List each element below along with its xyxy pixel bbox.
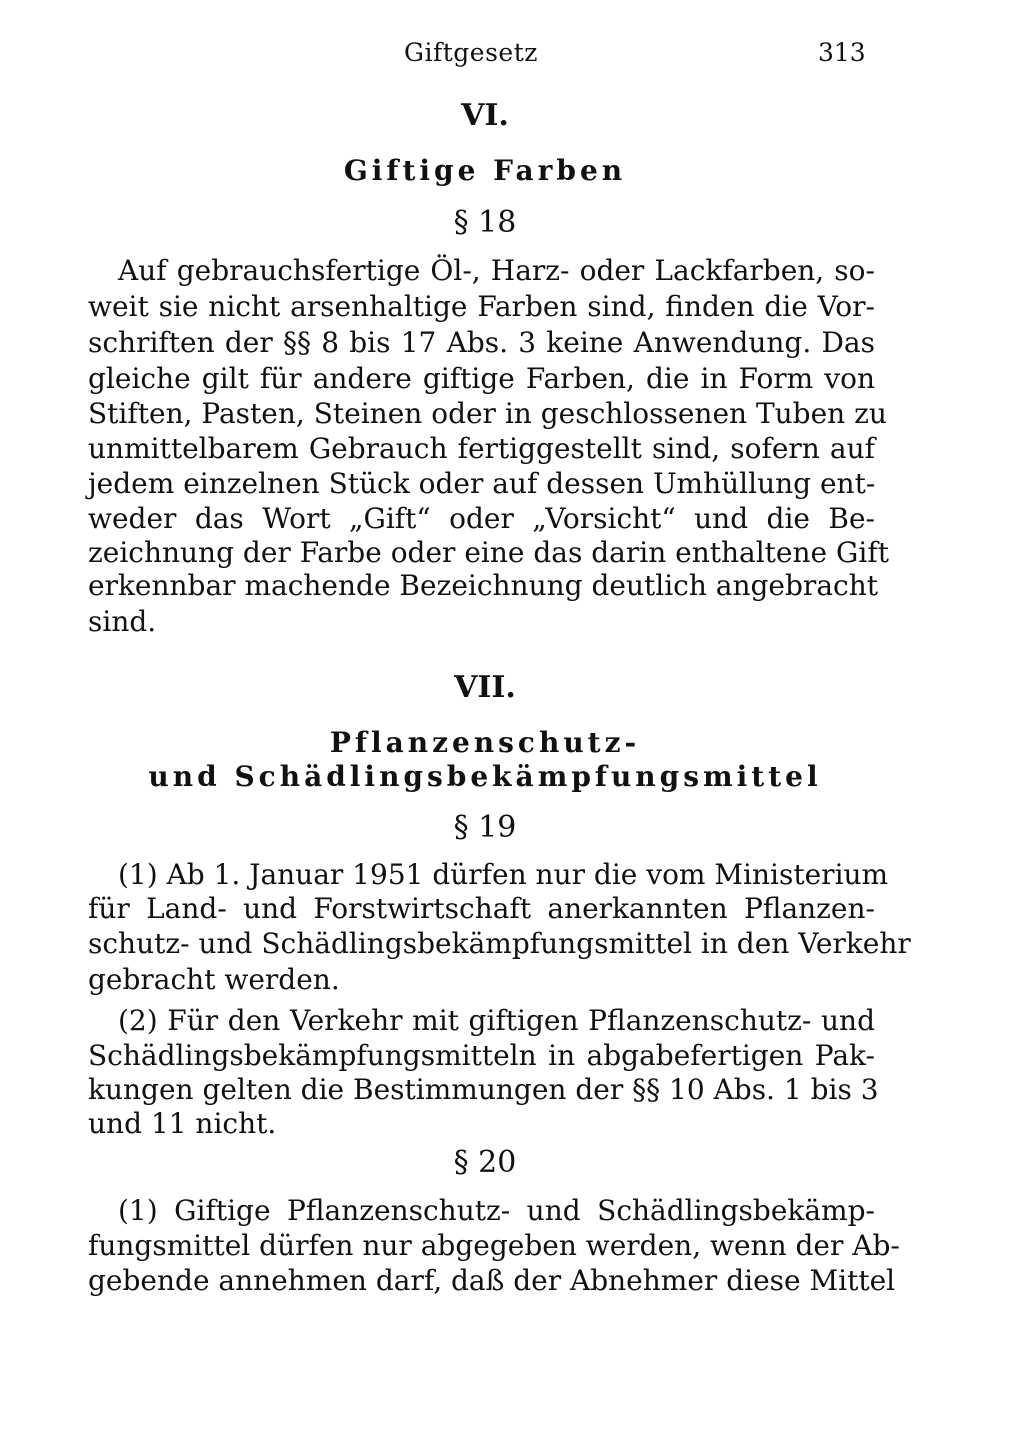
paragraph-18-line: unmittelbarem Gebrauch fertiggestellt sind, sofern auf [88, 432, 875, 465]
paragraph-20-clause-1-line: gebende annehmen darf, daß der Abnehmer diese Mittel [88, 1264, 896, 1297]
section-vi-title: Giftige Farben [343, 154, 627, 187]
paragraph-18-line: Auf gebrauchsfertige Öl-, Harz- oder Lackfarben, so- [118, 254, 875, 287]
paragraph-18-line: zeichnung der Farbe oder eine das darin enthaltene Gift [88, 536, 889, 569]
running-title: Giftgesetz [404, 38, 538, 67]
paragraph-19-clause-1-line: gebracht werden. [88, 963, 340, 996]
paragraph-19-sign: § 19 [453, 810, 517, 845]
paragraph-18-line: weit sie nicht arsenhaltige Farben sind, finden die Vor- [88, 290, 875, 323]
paragraph-18-line: Stiften, Pasten, Steinen oder in geschlossenen Tuben zu [88, 397, 887, 430]
paragraph-19-clause-1-line: für Land- und Forstwirtschaft anerkannten Pflanzen- [88, 892, 875, 925]
paragraph-18-line: sind. [88, 605, 157, 638]
paragraph-18-line: gleiche gilt für andere giftige Farben, die in Form von [88, 362, 875, 395]
paragraph-19-clause-2-line: (2) Für den Verkehr mit giftigen Pflanzenschutz- und [118, 1004, 875, 1037]
paragraph-19-clause-2-line: kungen gelten die Bestimmungen der §§ 10 Abs. 1 bis 3 [88, 1073, 879, 1106]
paragraph-19-clause-2-line: Schädlingsbekämpfungsmitteln in abgabefertigen Pak- [88, 1039, 875, 1072]
section-vii-title-line-2: und Schädlingsbekämpfungsmittel [148, 760, 822, 793]
paragraph-19-clause-1-line: (1) Ab 1. Januar 1951 dürfen nur die vom Ministerium [118, 858, 889, 891]
paragraph-18-line: weder das Wort „Gift“ oder „Vorsicht“ und die Be- [88, 502, 875, 535]
paragraph-20-clause-1-line: fungsmittel dürfen nur abgegeben werden, wenn der Ab- [88, 1229, 900, 1262]
paragraph-18-sign: § 18 [453, 205, 517, 240]
paragraph-18-line: jedem einzelnen Stück oder auf dessen Umhüllung ent- [88, 467, 876, 500]
paragraph-20-sign: § 20 [453, 1145, 517, 1180]
paragraph-20-clause-1-line: (1) Giftige Pflanzenschutz- und Schädlingsbekämp- [118, 1194, 875, 1227]
section-vi-numeral: VI. [461, 98, 509, 133]
paragraph-18-line: erkennbar machende Bezeichnung deutlich angebracht [88, 569, 878, 602]
paragraph-19-clause-1-line: schutz- und Schädlingsbekämpfungsmittel in den Verkehr [88, 927, 911, 960]
page-number: 313 [818, 38, 866, 67]
section-vii-title-line-1: Pflanzenschutz- [329, 726, 641, 759]
paragraph-18-line: schriften der §§ 8 bis 17 Abs. 3 keine Anwendung. Das [88, 326, 875, 359]
section-vii-numeral: VII. [454, 670, 516, 705]
paragraph-19-clause-2-line: und 11 nicht. [88, 1107, 277, 1140]
